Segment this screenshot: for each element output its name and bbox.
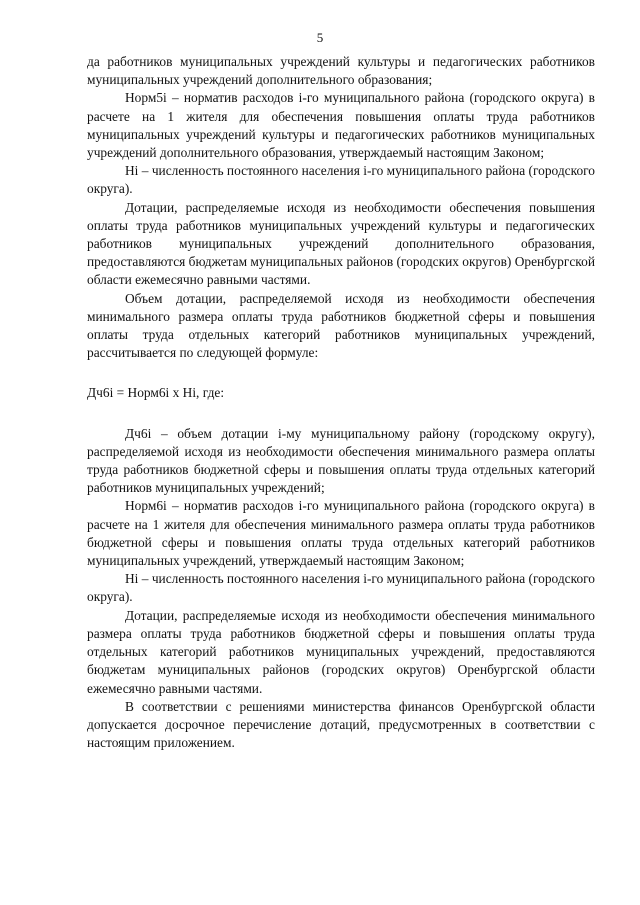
document-body <box>87 53 595 752</box>
paragraph: Дотации, распределяемые исходя из необходимости обеспечения повышения оплаты труда работников муниципальных учреждений культуры и педагогических работников муниципальных учреждений дополнительного образования, предоставляются бюджетам муниципальных районов (городских округов) Оренбургской области ежемесячно равными частями. <box>87 199 595 288</box>
paragraph: Нi – численность постоянного населения i-го муниципального района (городского округа). <box>87 163 595 197</box>
paragraph: В соответствии с решениями министерства финансов Оренбургской области допускается досрочное перечисление дотаций, предусмотренных в соответствии с настоящим приложением. <box>87 698 595 751</box>
paragraph: Нi – численность постоянного населения i-го муниципального района (городского округа). <box>87 571 595 605</box>
paragraph: Дотации, распределяемые исходя из необходимости обеспечения минимального размера оплаты труда работников бюджетной сферы и повышения оплаты труда отдельных категорий работников муниципальных учреждений, предоставляются бюджетам муниципальных районов (городских округов) Оренбургской области ежемесячно равными частями. <box>87 607 595 696</box>
paragraph: да работников муниципальных учреждений культуры и педагогических работников муниципальных учреждений дополнительного образования; <box>87 54 595 88</box>
paragraph: Норм5i – норматив расходов i-го муниципального района (городского округа) в расчете на 1 жителя для обеспечения повышения оплаты труда работников муниципальных учреждений культуры и педагогических работников муниципальных учреждений дополнительного образования, утверждаемый настоящим Законом; <box>87 90 595 161</box>
paragraph: Дч6i – объем дотации i-му муниципальному району (городскому округу), распределяемой исходя из необходимости обеспечения минимального размера оплаты труда работников бюджетной сферы и повышения оплаты труда отдельных категорий работников муниципальных учреждений; <box>87 425 595 496</box>
formula: Дч6i = Норм6i х Нi, где: <box>87 385 225 401</box>
paragraph: Объем дотации, распределяемой исходя из необходимости обеспечения минимального размера оплаты труда работников бюджетной сферы и повышения оплаты труда отдельных категорий работников муниципальных учреждений, рассчитывается по следующей формуле: <box>87 290 595 361</box>
paragraph: Норм6i – норматив расходов i-го муниципального района (городского округа) в расчете на 1 жителя для обеспечения минимального размера оплаты труда работников бюджетной сферы и повышения оплаты труда отдельных категорий работников муниципальных учреждений, утверждаемый настоящим Законом; <box>87 498 595 569</box>
page-number: 5 <box>316 30 324 45</box>
